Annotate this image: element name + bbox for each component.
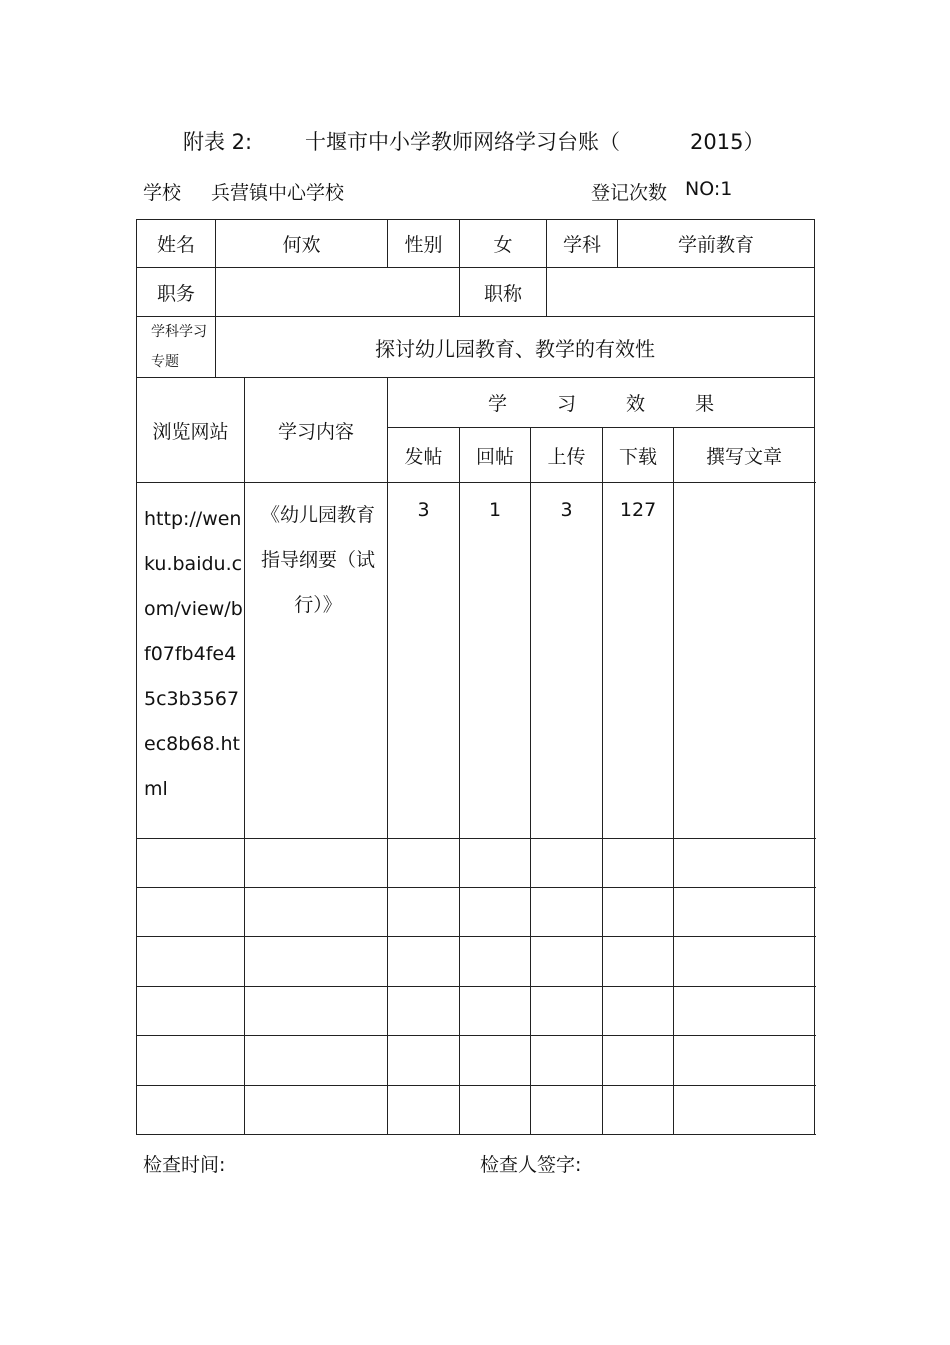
- register-count-value: NO:1: [685, 178, 733, 200]
- empty-cell: [674, 937, 815, 987]
- empty-cell: [460, 1086, 531, 1135]
- register-count-label: 登记次数: [591, 182, 668, 204]
- empty-cell: [137, 987, 245, 1036]
- empty-cell: [531, 1036, 603, 1086]
- empty-cell: [137, 937, 245, 987]
- empty-cell: [388, 839, 460, 888]
- topic-label: 学科学习专题: [137, 317, 216, 378]
- topic-value: 探讨幼儿园教育、教学的有效性: [216, 317, 815, 378]
- empty-cell: [388, 937, 460, 987]
- empty-cell: [531, 888, 603, 937]
- empty-cell: [460, 839, 531, 888]
- upload-column-header: 上传: [531, 428, 603, 483]
- position-value: [216, 268, 460, 317]
- empty-table-row: [137, 888, 815, 937]
- empty-cell: [603, 987, 674, 1036]
- effect-column-header: 学 习 效 果: [388, 378, 815, 428]
- empty-cell: [460, 1036, 531, 1086]
- table-row: [137, 483, 815, 839]
- school-label: 学校: [143, 182, 182, 204]
- reply-count-cell: 1: [460, 483, 531, 839]
- empty-cell: [531, 987, 603, 1036]
- ledger-title: 十堰市中小学教师网络学习台账（: [305, 130, 620, 154]
- empty-cell: [137, 1086, 245, 1135]
- post-column-header: 发帖: [388, 428, 460, 483]
- empty-cell: [531, 1086, 603, 1135]
- empty-cell: [245, 888, 388, 937]
- name-value: 何欢: [216, 220, 388, 268]
- empty-cell: [245, 1036, 388, 1086]
- title-label: 职称: [460, 268, 547, 317]
- check-signature-label: 检查人签字:: [480, 1154, 582, 1176]
- empty-cell: [245, 1086, 388, 1135]
- empty-cell: [137, 888, 245, 937]
- document-title: [0, 126, 950, 160]
- empty-table-row: [137, 1036, 815, 1086]
- content-column-header: 学习内容: [245, 378, 388, 483]
- empty-cell: [674, 987, 815, 1036]
- gender-label: 性别: [388, 220, 460, 268]
- download-column-header: 下载: [603, 428, 674, 483]
- empty-table-row: [137, 839, 815, 888]
- check-time-label: 检查时间:: [143, 1154, 226, 1176]
- empty-table-row: [137, 987, 815, 1036]
- empty-cell: [674, 888, 815, 937]
- subject-value: 学前教育: [618, 220, 815, 268]
- empty-cell: [388, 1036, 460, 1086]
- empty-cell: [460, 937, 531, 987]
- empty-cell: [137, 1036, 245, 1086]
- empty-cell: [674, 839, 815, 888]
- upload-count-cell: 3: [531, 483, 603, 839]
- site-column-header: 浏览网站: [137, 378, 245, 483]
- empty-cell: [460, 888, 531, 937]
- profile-row-2: [137, 268, 815, 317]
- empty-table-row: [137, 937, 815, 987]
- empty-cell: [137, 839, 245, 888]
- site-url-cell: http://wenku.baidu.com/view/bf07fb4fe45c3b3567ec8b68.html: [137, 483, 245, 839]
- content-cell: 《幼儿园教育指导纲要（试行）》: [245, 483, 388, 839]
- profile-row-1: [137, 220, 815, 268]
- school-value: 兵营镇中心学校: [211, 182, 345, 204]
- empty-cell: [245, 987, 388, 1036]
- empty-cell: [531, 937, 603, 987]
- article-column-header: 撰写文章: [674, 428, 815, 483]
- empty-cell: [603, 1036, 674, 1086]
- gender-value: 女: [460, 220, 547, 268]
- name-label: 姓名: [137, 220, 216, 268]
- position-label: 职务: [137, 268, 216, 317]
- empty-cell: [245, 937, 388, 987]
- article-cell: [674, 483, 815, 839]
- empty-cell: [388, 1086, 460, 1135]
- empty-cell: [531, 839, 603, 888]
- empty-cell: [603, 937, 674, 987]
- topic-row: [137, 317, 815, 378]
- post-count-cell: 3: [388, 483, 460, 839]
- reply-column-header: 回帖: [460, 428, 531, 483]
- appendix-label: 附表 2:: [183, 130, 253, 154]
- title-value: [547, 268, 815, 317]
- empty-cell: [388, 987, 460, 1036]
- empty-cell: [388, 888, 460, 937]
- ledger-year: 2015）: [690, 130, 765, 154]
- download-count-cell: 127: [603, 483, 674, 839]
- study-ledger-table: [136, 219, 815, 1135]
- empty-cell: [245, 839, 388, 888]
- empty-cell: [674, 1086, 815, 1135]
- empty-cell: [674, 1036, 815, 1086]
- empty-cell: [460, 987, 531, 1036]
- empty-table-row: [137, 1086, 815, 1135]
- column-header-row-1: [137, 378, 815, 428]
- empty-cell: [603, 888, 674, 937]
- empty-cell: [603, 1086, 674, 1135]
- empty-cell: [603, 839, 674, 888]
- subject-label: 学科: [547, 220, 618, 268]
